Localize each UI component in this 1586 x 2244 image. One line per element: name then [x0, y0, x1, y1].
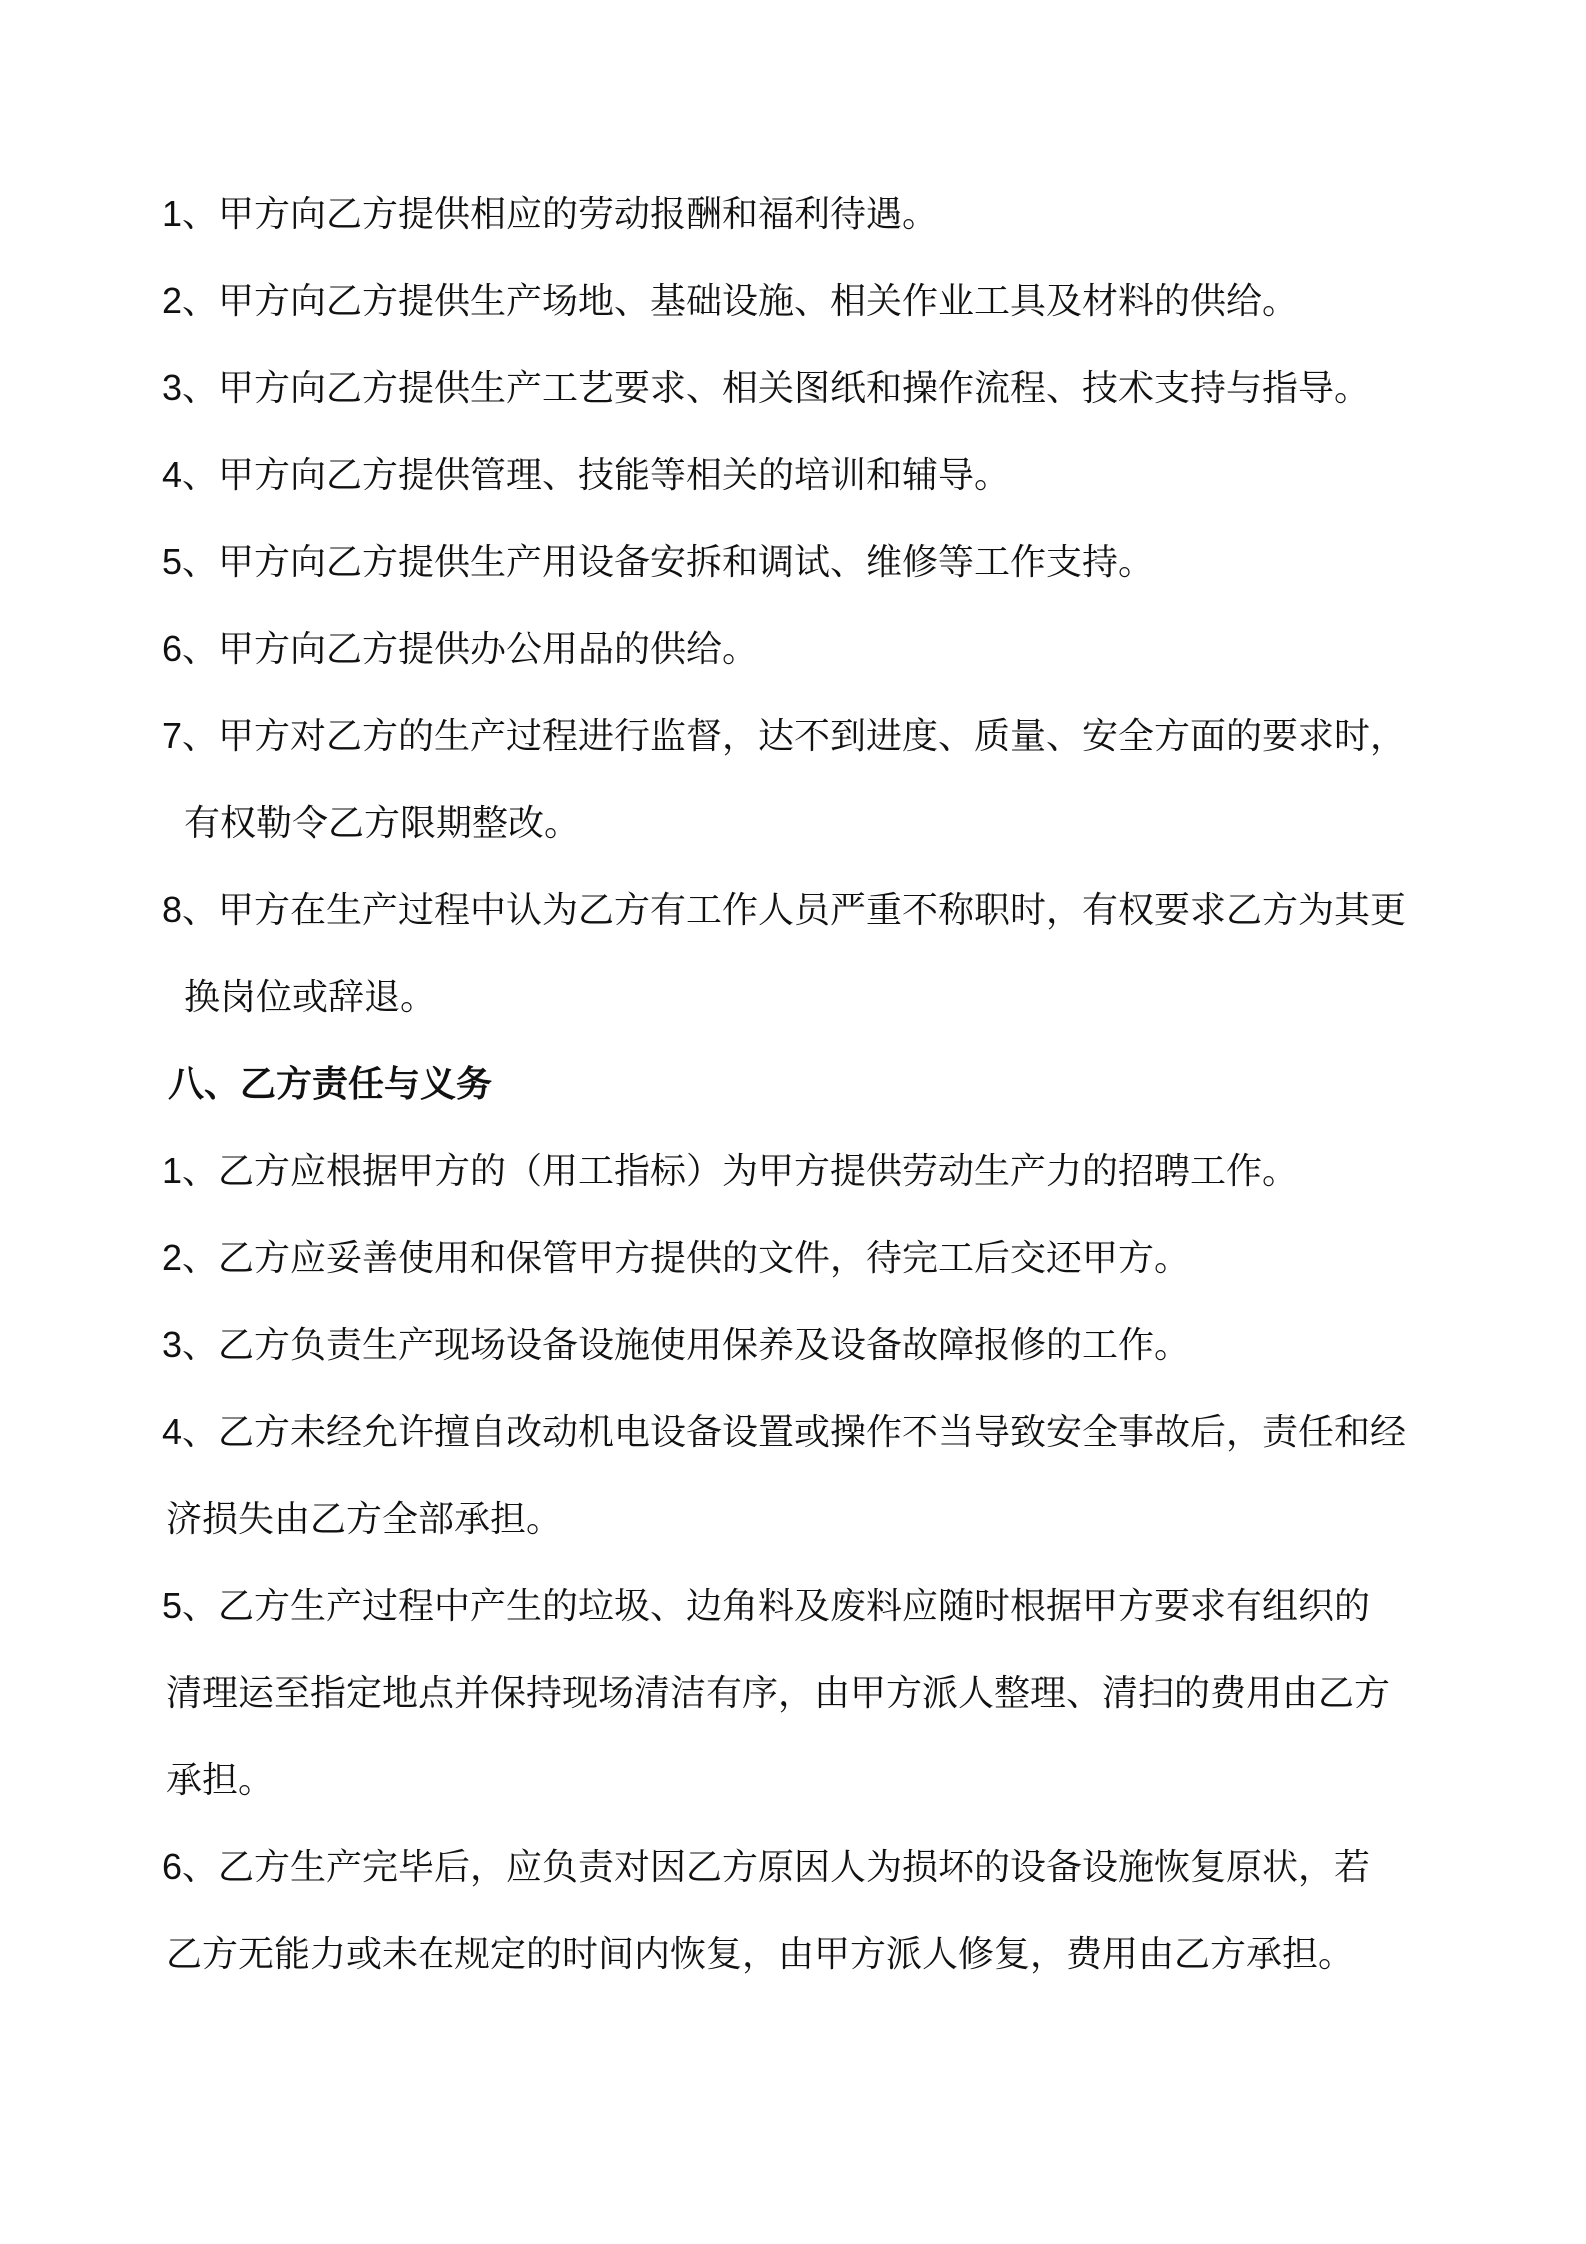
partyA-clause-8-cont: 换岗位或辞退。 — [184, 976, 437, 1017]
partyA-clause-3: 3、甲方向乙方提供生产工艺要求、相关图纸和操作流程、技术支持与指导。 — [162, 367, 1371, 408]
partyB-clause-5: 5、乙方生产过程中产生的垃圾、边角料及废料应随时根据甲方要求有组织的 — [162, 1585, 1371, 1626]
partyA-clause-2: 2、甲方向乙方提供生产场地、基础设施、相关作业工具及材料的供给。 — [162, 280, 1299, 321]
partyB-clause-6: 6、乙方生产完毕后，应负责对因乙方原因人为损坏的设备设施恢复原状，若 — [162, 1846, 1371, 1887]
partyA-clause-6: 6、甲方向乙方提供办公用品的供给。 — [162, 628, 759, 669]
partyA-clause-7-cont: 有权勒令乙方限期整改。 — [184, 802, 581, 843]
partyA-clause-8: 8、甲方在生产过程中认为乙方有工作人员严重不称职时，有权要求乙方为其更 — [162, 889, 1407, 930]
partyB-clause-5-cont2: 承担。 — [166, 1759, 275, 1800]
partyB-clause-2: 2、乙方应妥善使用和保管甲方提供的文件，待完工后交还甲方。 — [162, 1237, 1191, 1278]
partyB-clause-1: 1、乙方应根据甲方的（用工指标）为甲方提供劳动生产力的招聘工作。 — [162, 1150, 1299, 1191]
partyA-clause-1: 1、甲方向乙方提供相应的劳动报酬和福利待遇。 — [162, 193, 939, 234]
partyB-clause-3: 3、乙方负责生产现场设备设施使用保养及设备故障报修的工作。 — [162, 1324, 1191, 1365]
partyA-clause-7: 7、甲方对乙方的生产过程进行监督，达不到进度、质量、安全方面的要求时， — [162, 715, 1407, 756]
section-heading-partyB-duties: 八、乙方责任与义务 — [168, 1063, 493, 1104]
partyB-clause-4-cont: 济损失由乙方全部承担。 — [166, 1498, 563, 1539]
partyA-clause-4: 4、甲方向乙方提供管理、技能等相关的培训和辅导。 — [162, 454, 1011, 495]
partyB-clause-6-cont: 乙方无能力或未在规定的时间内恢复，由甲方派人修复，费用由乙方承担。 — [166, 1933, 1355, 1974]
partyB-clause-4: 4、乙方未经允许擅自改动机电设备设置或操作不当导致安全事故后，责任和经 — [162, 1411, 1407, 1452]
partyB-clause-5-cont1: 清理运至指定地点并保持现场清洁有序，由甲方派人整理、清扫的费用由乙方 — [166, 1672, 1391, 1713]
partyA-clause-5: 5、甲方向乙方提供生产用设备安拆和调试、维修等工作支持。 — [162, 541, 1155, 582]
